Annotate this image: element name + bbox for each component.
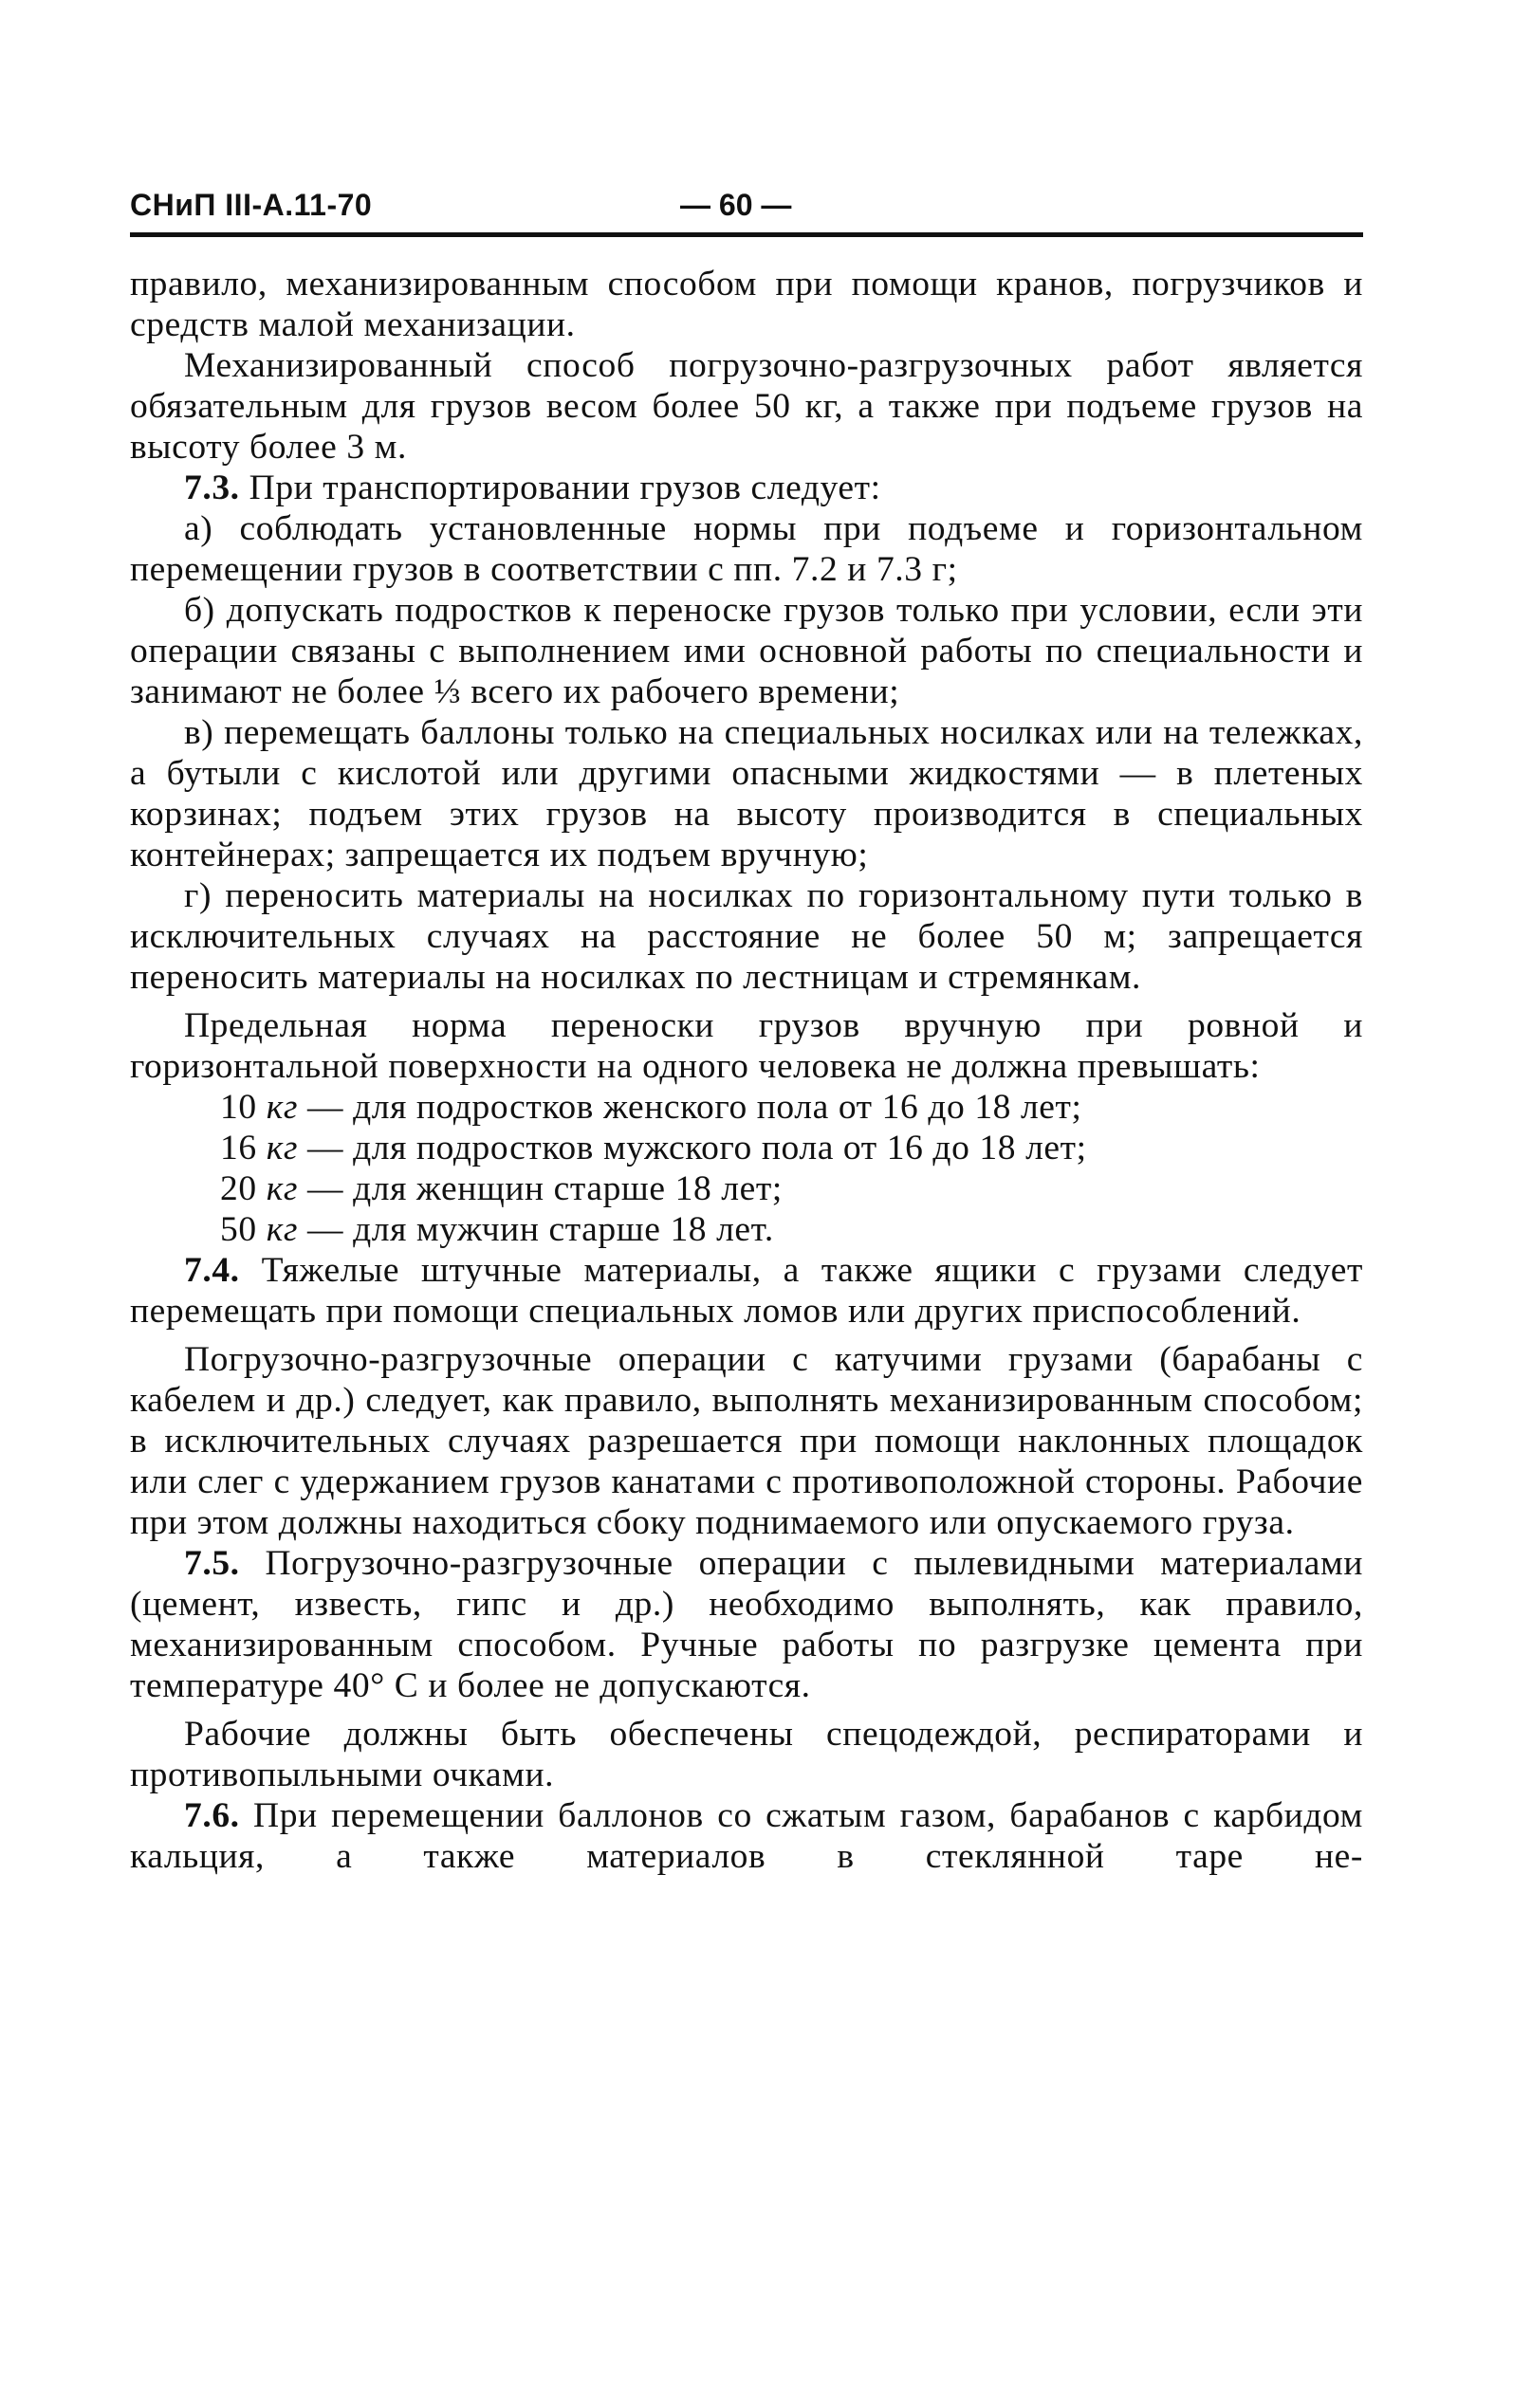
clause-7-5 (130, 1543, 1363, 1706)
list-item-b: б) допускать подростков к переноске грузов только при условии, если эти операции связаны с выполнением ими основной работы по специальности и занимают не более ⅓ всего их рабочего времени; (130, 591, 1363, 711)
paragraph: Рабочие должны быть обеспечены спецодеждой, респираторами и противопыльными очками. (130, 1715, 1363, 1794)
clause-number: 7.5. (184, 1544, 240, 1583)
paragraph: Механизированный способ погрузочно-разгрузочных работ является обязательным для грузов весом более 50 кг, а также при подъеме грузов на высоту более 3 м. (130, 346, 1363, 467)
document-code: СНиП III-А.11-70 (130, 188, 373, 222)
weight-limits-list (130, 1087, 1363, 1250)
header-rule (130, 232, 1363, 237)
weight-limit-line: 20 кг — для женщин старше 18 лет; (220, 1169, 783, 1208)
clause-number: 7.4. (184, 1251, 240, 1290)
clause-text: Погрузочно-разгрузочные операции с пылевидными материалами (цемент, известь, гипс и др.) необходимо выполнять, как правило, механизированным способом. Ручные работы по разгрузке цемента при температуре 40° С и более не допускаются. (130, 1544, 1363, 1705)
clause-number: 7.3. (184, 469, 240, 507)
weight-limit-line: 10 кг — для подростков женского пола от 16 до 18 лет; (220, 1088, 1082, 1127)
clause-number: 7.6. (184, 1796, 240, 1835)
page-header (130, 180, 1363, 237)
page-number: — 60 — (680, 188, 792, 222)
clause-text: При перемещении баллонов со сжатым газом, барабанов с карбидом кальция, а также материалов в стеклянной таре не- (130, 1796, 1363, 1876)
document-page (130, 180, 1363, 1877)
list-item-a: а) соблюдать установленные нормы при подъеме и горизонтальном перемещении грузов в соответствии с пп. 7.2 и 7.3 г; (130, 509, 1363, 589)
clause-text: При транспортировании грузов следует: (239, 469, 881, 507)
clause-7-3 (130, 468, 1363, 508)
clause-7-6 (130, 1795, 1363, 1877)
list-item-g: г) переносить материалы на носилках по горизонтальному пути только в исключительных случаях на расстояние не более 50 м; запрещается переносить материалы на носилках по лестницам и стремянкам. (130, 876, 1363, 997)
list-item-v: в) перемещать баллоны только на специальных носилках или на тележках, а бутыли с кислотой или другими опасными жидкостями — в плетеных корзинах; подъем этих грузов на высоту производится в специальных контейнерах; запрещается их подъем вручную; (130, 713, 1363, 874)
paragraph: Погрузочно-разгрузочные операции с катучими грузами (барабаны с кабелем и др.) следует, как правило, выполнять механизированным способом; в исключительных случаях разрешается при помощи наклонных площадок или слег с удержанием грузов канатами с противоположной стороны. Рабочие при этом должны находиться сбоку поднимаемого или опускаемого груза. (130, 1340, 1363, 1542)
paragraph: Предельная норма переноски грузов вручную при ровной и горизонтальной поверхности на одного человека не должна превышать: (130, 1006, 1363, 1086)
clause-7-4 (130, 1250, 1363, 1332)
paragraph: правило, механизированным способом при помощи кранов, погрузчиков и средств малой механизации. (130, 265, 1363, 344)
clause-text: Тяжелые штучные материалы, а также ящики с грузами следует перемещать при помощи специальных ломов или других приспособлений. (130, 1251, 1363, 1331)
weight-limit-line: 50 кг — для мужчин старше 18 лет. (220, 1210, 774, 1249)
weight-limit-line: 16 кг — для подростков мужского пола от 16 до 18 лет; (220, 1129, 1087, 1167)
document-body (130, 264, 1363, 1877)
